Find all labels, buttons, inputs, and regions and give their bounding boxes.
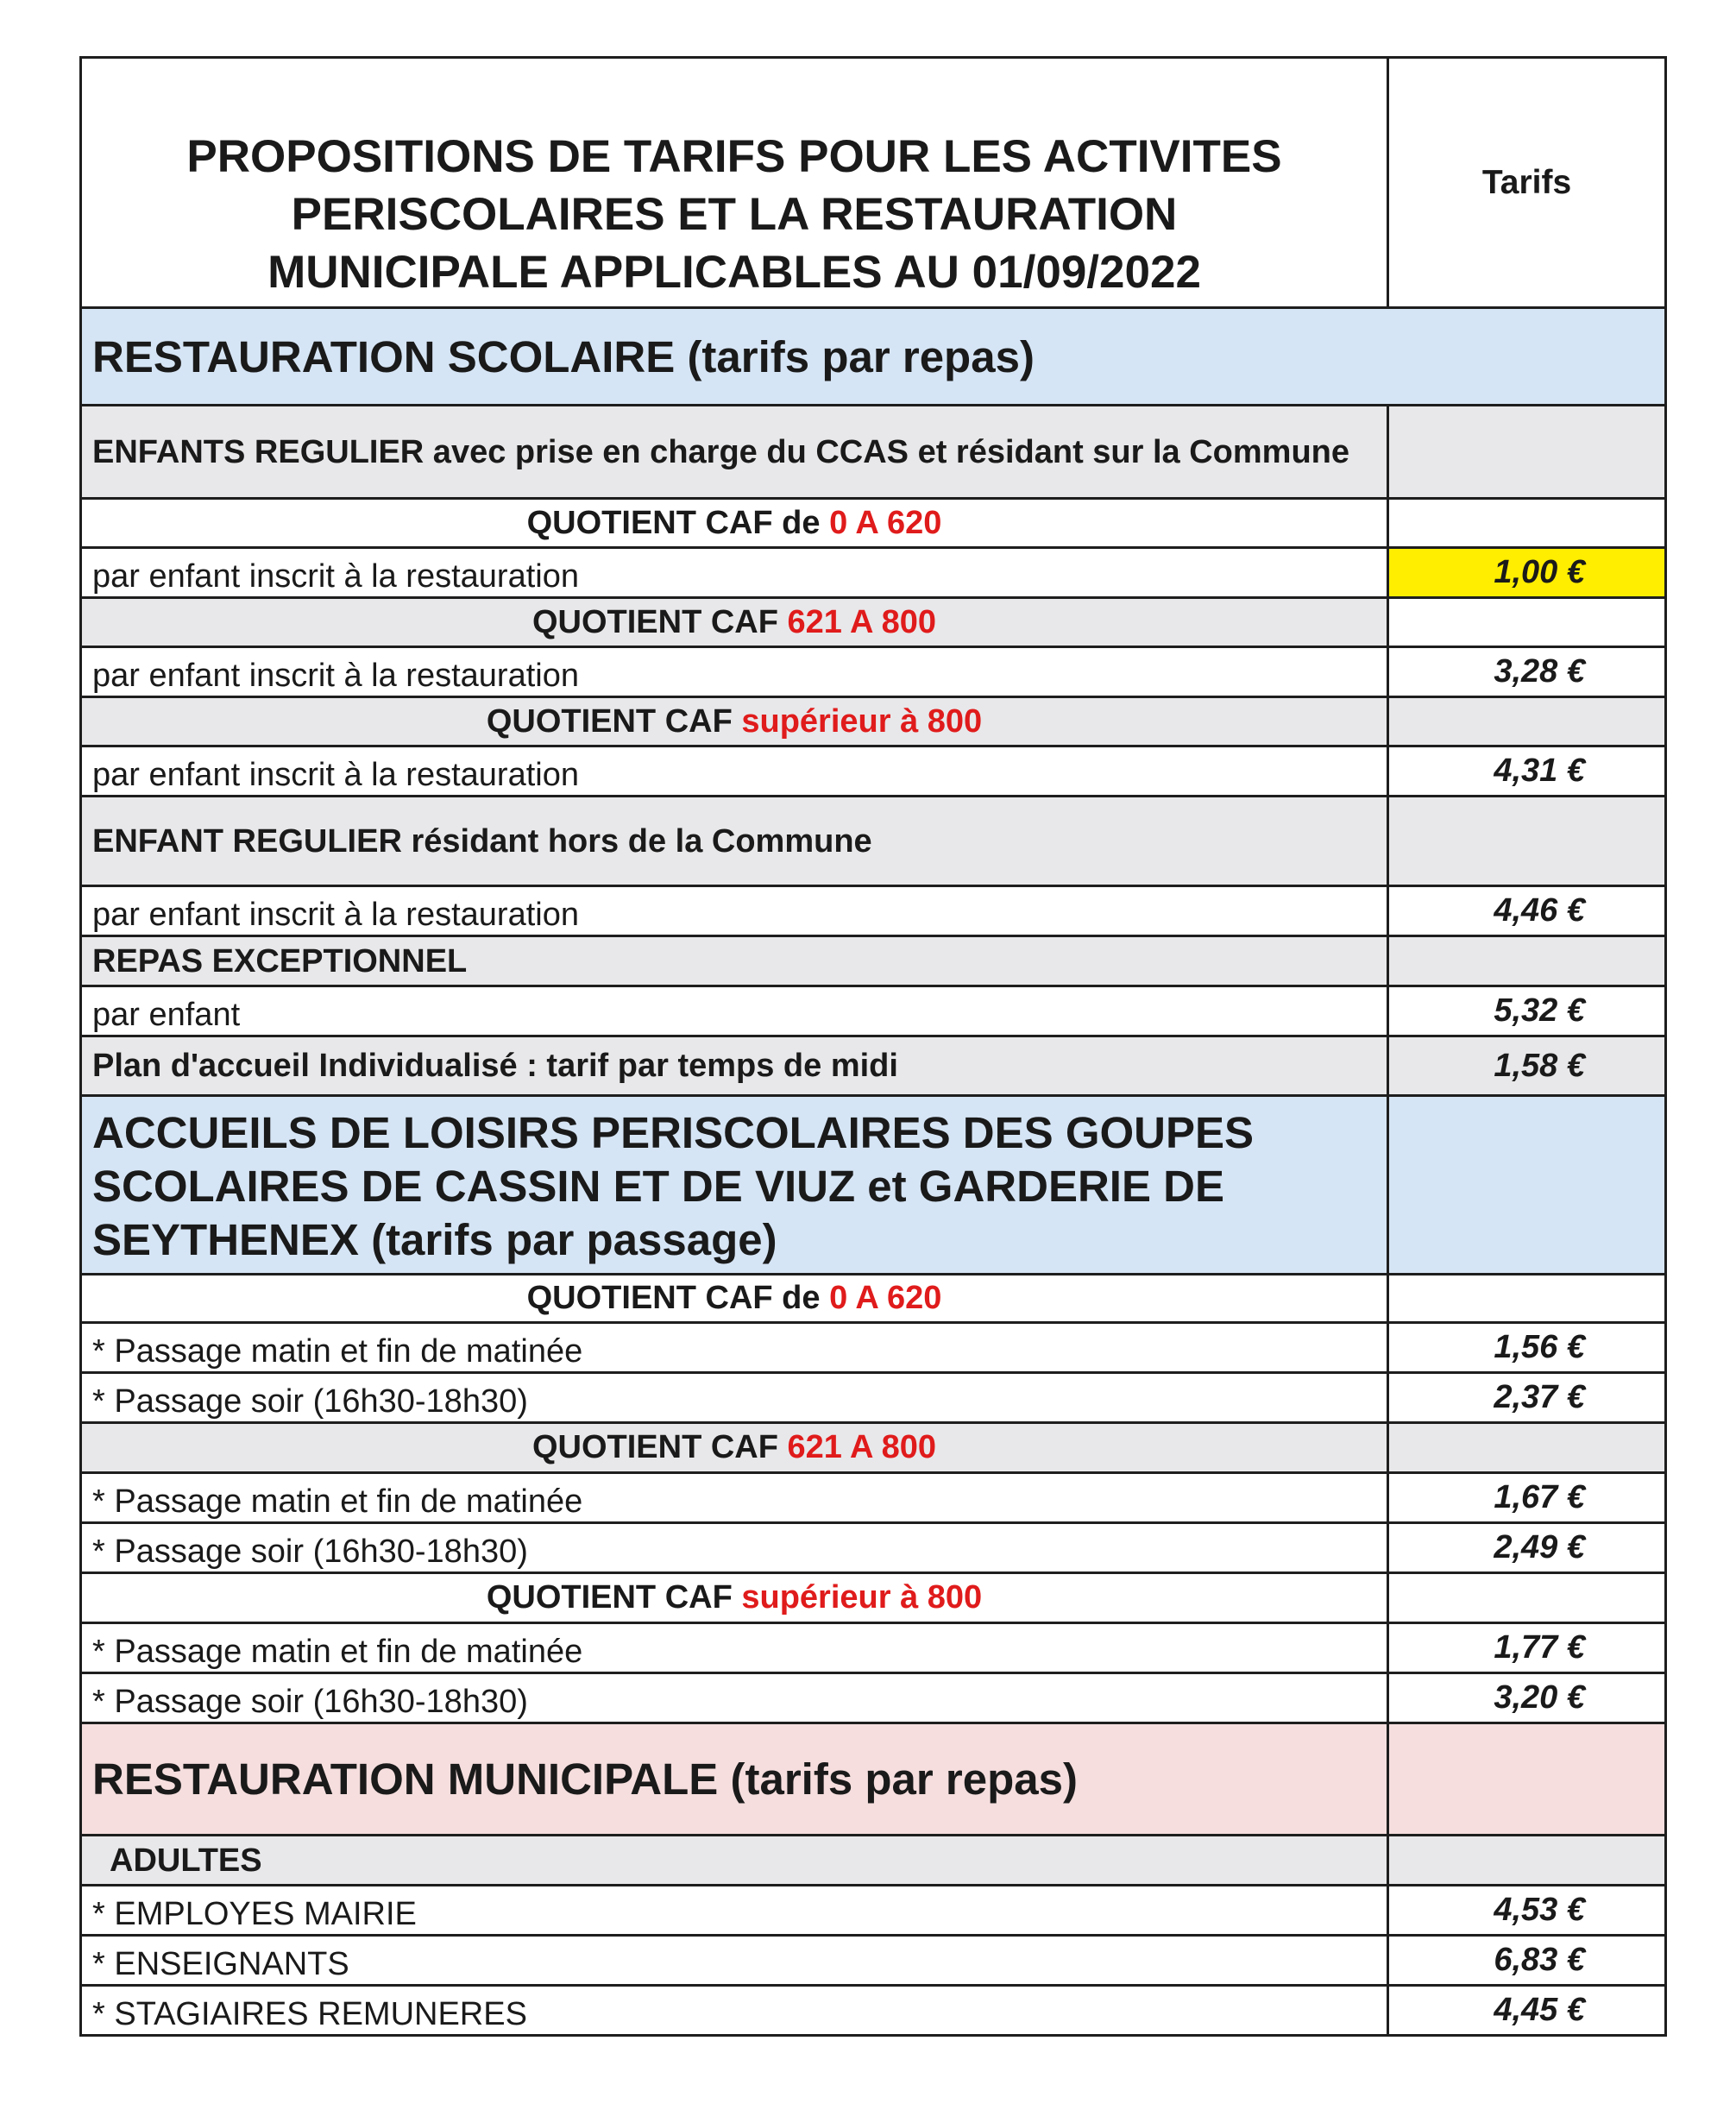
section-heading-line-2: SCOLAIRES DE CASSIN ET DE VIUZ et GARDERIE DE <box>92 1162 1225 1211</box>
price-label: * EMPLOYES MAIRIE <box>81 1886 1388 1936</box>
section-heading <box>81 1723 1388 1836</box>
price-label: * Passage matin et fin de matinée <box>81 1323 1388 1373</box>
price-value: 1,56 € <box>1388 1323 1666 1373</box>
row-price <box>81 1673 1666 1723</box>
section-heading <box>81 1096 1388 1275</box>
price-label: par enfant inscrit à la restauration <box>81 647 1388 697</box>
quotient-range: supérieur à 800 <box>741 1579 983 1616</box>
tariff-document <box>79 56 1664 2037</box>
price-label: par enfant <box>81 986 1388 1036</box>
price-value: 4,31 € <box>1388 746 1666 797</box>
empty-price-cell <box>1388 1096 1666 1275</box>
section-heading-main: RESTAURATION SCOLAIRE <box>92 331 676 381</box>
row-price <box>81 746 1666 797</box>
quotient-label: QUOTIENT CAF de 0 A 620 <box>81 1275 1388 1323</box>
quotient-range: 0 A 620 <box>829 504 942 541</box>
row-price <box>81 1523 1666 1573</box>
row-enfants-regulier-ccas <box>81 406 1666 499</box>
row-price <box>81 986 1666 1036</box>
price-value: 1,77 € <box>1388 1623 1666 1673</box>
price-value: 4,45 € <box>1388 1986 1666 2036</box>
section-heading-line-3: SEYTHENEX (tarifs par passage) <box>92 1215 777 1264</box>
quotient-range: 621 A 800 <box>787 1429 937 1465</box>
price-value: 6,83 € <box>1388 1936 1666 1986</box>
price-label: Plan d'accueil Individualisé : tarif par temps de midi <box>81 1036 1388 1096</box>
row-quotient-2 <box>81 1423 1666 1473</box>
row-hors-commune <box>81 797 1666 886</box>
section-heading-main: RESTAURATION MUNICIPALE <box>92 1754 719 1804</box>
section-heading-line-1: ACCUEILS DE LOISIRS PERISCOLAIRES DES GOUPES <box>92 1108 1255 1157</box>
price-label: * STAGIAIRES REMUNERES <box>81 1986 1388 2036</box>
price-value-highlighted: 1,00 € <box>1388 548 1666 598</box>
category-label: ENFANTS REGULIER avec prise en charge du CCAS et résidant sur la Commune <box>81 406 1388 499</box>
row-quotient-1 <box>81 499 1666 548</box>
category-label: ENFANT REGULIER résidant hors de la Commune <box>81 797 1388 886</box>
price-label: par enfant inscrit à la restauration <box>81 886 1388 936</box>
section-heading-suffix: (tarifs par repas) <box>730 1754 1078 1804</box>
row-price <box>81 1886 1666 1936</box>
empty-price-cell <box>1388 1723 1666 1836</box>
empty-price-cell <box>1388 936 1666 986</box>
price-label: * Passage soir (16h30-18h30) <box>81 1373 1388 1423</box>
category-label: ADULTES <box>81 1836 1388 1886</box>
row-pai <box>81 1036 1666 1096</box>
title-row <box>81 58 1666 308</box>
title-line-2: PERISCOLAIRES ET LA RESTAURATION <box>291 189 1178 240</box>
row-price <box>81 1623 1666 1673</box>
section-heading-suffix: (tarifs par repas) <box>687 331 1035 381</box>
quotient-range: 621 A 800 <box>787 603 937 640</box>
empty-price-cell <box>1388 697 1666 746</box>
quotient-label: QUOTIENT CAF de 0 A 620 <box>81 499 1388 548</box>
row-price <box>81 1473 1666 1523</box>
price-label: * Passage soir (16h30-18h30) <box>81 1673 1388 1723</box>
section-restauration-scolaire <box>81 308 1666 406</box>
quotient-label: QUOTIENT CAF 621 A 800 <box>81 1423 1388 1473</box>
row-price <box>81 886 1666 936</box>
empty-price-cell <box>1388 797 1666 886</box>
section-accueils-loisirs <box>81 1096 1666 1275</box>
row-quotient-3 <box>81 697 1666 746</box>
quotient-range: supérieur à 800 <box>741 702 983 740</box>
section-restauration-municipale <box>81 1723 1666 1836</box>
empty-price-cell <box>1388 1423 1666 1473</box>
price-value: 4,46 € <box>1388 886 1666 936</box>
quotient-range: 0 A 620 <box>829 1280 942 1316</box>
category-label: REPAS EXCEPTIONNEL <box>81 936 1388 986</box>
row-quotient-3 <box>81 1573 1666 1623</box>
price-label: par enfant inscrit à la restauration <box>81 746 1388 797</box>
row-repas-exceptionnel <box>81 936 1666 986</box>
tariff-table <box>79 56 1667 2037</box>
section-heading <box>81 308 1666 406</box>
title-line-1: PROPOSITIONS DE TARIFS POUR LES ACTIVITES <box>186 131 1282 182</box>
price-label: * Passage matin et fin de matinée <box>81 1473 1388 1523</box>
row-quotient-2 <box>81 598 1666 647</box>
price-value: 1,58 € <box>1388 1036 1666 1096</box>
row-price <box>81 1986 1666 2036</box>
row-quotient-1 <box>81 1275 1666 1323</box>
row-price <box>81 1323 1666 1373</box>
quotient-label: QUOTIENT CAF supérieur à 800 <box>81 1573 1388 1623</box>
price-label: * Passage soir (16h30-18h30) <box>81 1523 1388 1573</box>
empty-price-cell <box>1388 406 1666 499</box>
row-price <box>81 647 1666 697</box>
empty-price-cell <box>1388 1836 1666 1886</box>
empty-price-cell <box>1388 1275 1666 1323</box>
price-label: * Passage matin et fin de matinée <box>81 1623 1388 1673</box>
quotient-label: QUOTIENT CAF 621 A 800 <box>81 598 1388 647</box>
price-value: 5,32 € <box>1388 986 1666 1036</box>
title-line-3: MUNICIPALE APPLICABLES AU 01/09/2022 <box>267 247 1201 298</box>
row-price <box>81 1373 1666 1423</box>
row-price <box>81 1936 1666 1986</box>
empty-price-cell <box>1388 499 1666 548</box>
price-value: 2,49 € <box>1388 1523 1666 1573</box>
empty-price-cell <box>1388 1573 1666 1623</box>
empty-price-cell <box>1388 598 1666 647</box>
row-adultes <box>81 1836 1666 1886</box>
price-value: 1,67 € <box>1388 1473 1666 1523</box>
document-title <box>81 58 1388 308</box>
price-label: par enfant inscrit à la restauration <box>81 548 1388 598</box>
row-price <box>81 548 1666 598</box>
price-value: 3,20 € <box>1388 1673 1666 1723</box>
price-value: 2,37 € <box>1388 1373 1666 1423</box>
price-label: * ENSEIGNANTS <box>81 1936 1388 1986</box>
quotient-label: QUOTIENT CAF supérieur à 800 <box>81 697 1388 746</box>
price-value: 4,53 € <box>1388 1886 1666 1936</box>
price-value: 3,28 € <box>1388 647 1666 697</box>
tarifs-column-header: Tarifs <box>1388 58 1666 308</box>
